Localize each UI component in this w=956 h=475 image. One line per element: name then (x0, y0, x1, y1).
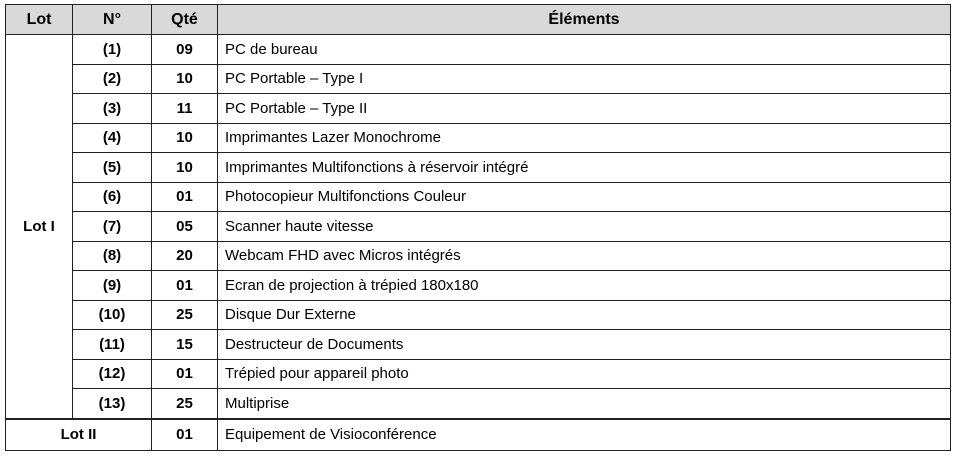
lot2-body (6, 419, 951, 451)
item-number: (6) (73, 182, 152, 212)
table-row (6, 153, 951, 183)
item-number: (8) (73, 241, 152, 271)
table-row (6, 212, 951, 242)
header-lot: Lot (6, 5, 73, 35)
item-number: (5) (73, 153, 152, 183)
item-element: Trépied pour appareil photo (218, 359, 951, 389)
lot2-qty: 01 (152, 419, 218, 451)
lot1-body (6, 35, 951, 419)
lot2-element: Equipement de Visioconférence (218, 419, 951, 451)
table-row (6, 389, 951, 419)
table-row (6, 35, 951, 65)
header-row (6, 5, 951, 35)
item-quantity: 09 (152, 35, 218, 65)
item-quantity: 10 (152, 123, 218, 153)
item-quantity: 10 (152, 153, 218, 183)
item-element: PC Portable – Type II (218, 94, 951, 124)
table-row (6, 94, 951, 124)
item-element: Ecran de projection à trépied 180x180 (218, 271, 951, 301)
item-quantity: 15 (152, 330, 218, 360)
item-number: (9) (73, 271, 152, 301)
item-quantity: 05 (152, 212, 218, 242)
item-quantity: 25 (152, 389, 218, 419)
item-number: (7) (73, 212, 152, 242)
item-quantity: 10 (152, 64, 218, 94)
item-number: (12) (73, 359, 152, 389)
item-element: Imprimantes Multifonctions à réservoir intégré (218, 153, 951, 183)
header-num: N° (73, 5, 152, 35)
lot1-label: Lot I (6, 35, 73, 419)
table-row (6, 359, 951, 389)
item-element: PC de bureau (218, 35, 951, 65)
table-row (6, 330, 951, 360)
item-element: Scanner haute vitesse (218, 212, 951, 242)
item-element: Destructeur de Documents (218, 330, 951, 360)
table-row (6, 64, 951, 94)
item-element: Multiprise (218, 389, 951, 419)
item-quantity: 01 (152, 271, 218, 301)
item-quantity: 11 (152, 94, 218, 124)
table-row-lot2 (6, 419, 951, 451)
item-number: (10) (73, 300, 152, 330)
items-table (5, 4, 951, 451)
item-element: Photocopieur Multifonctions Couleur (218, 182, 951, 212)
item-number: (1) (73, 35, 152, 65)
item-element: PC Portable – Type I (218, 64, 951, 94)
table-row (6, 300, 951, 330)
item-number: (3) (73, 94, 152, 124)
item-element: Webcam FHD avec Micros intégrés (218, 241, 951, 271)
item-quantity: 25 (152, 300, 218, 330)
item-number: (2) (73, 64, 152, 94)
item-number: (4) (73, 123, 152, 153)
item-element: Disque Dur Externe (218, 300, 951, 330)
lot2-label: Lot II (6, 419, 152, 451)
table-row (6, 182, 951, 212)
item-quantity: 01 (152, 182, 218, 212)
item-element: Imprimantes Lazer Monochrome (218, 123, 951, 153)
table-row (6, 271, 951, 301)
item-quantity: 01 (152, 359, 218, 389)
item-number: (13) (73, 389, 152, 419)
header-elements: Éléments (218, 5, 951, 35)
item-quantity: 20 (152, 241, 218, 271)
item-number: (11) (73, 330, 152, 360)
table-row (6, 123, 951, 153)
header-qty: Qté (152, 5, 218, 35)
table-row (6, 241, 951, 271)
